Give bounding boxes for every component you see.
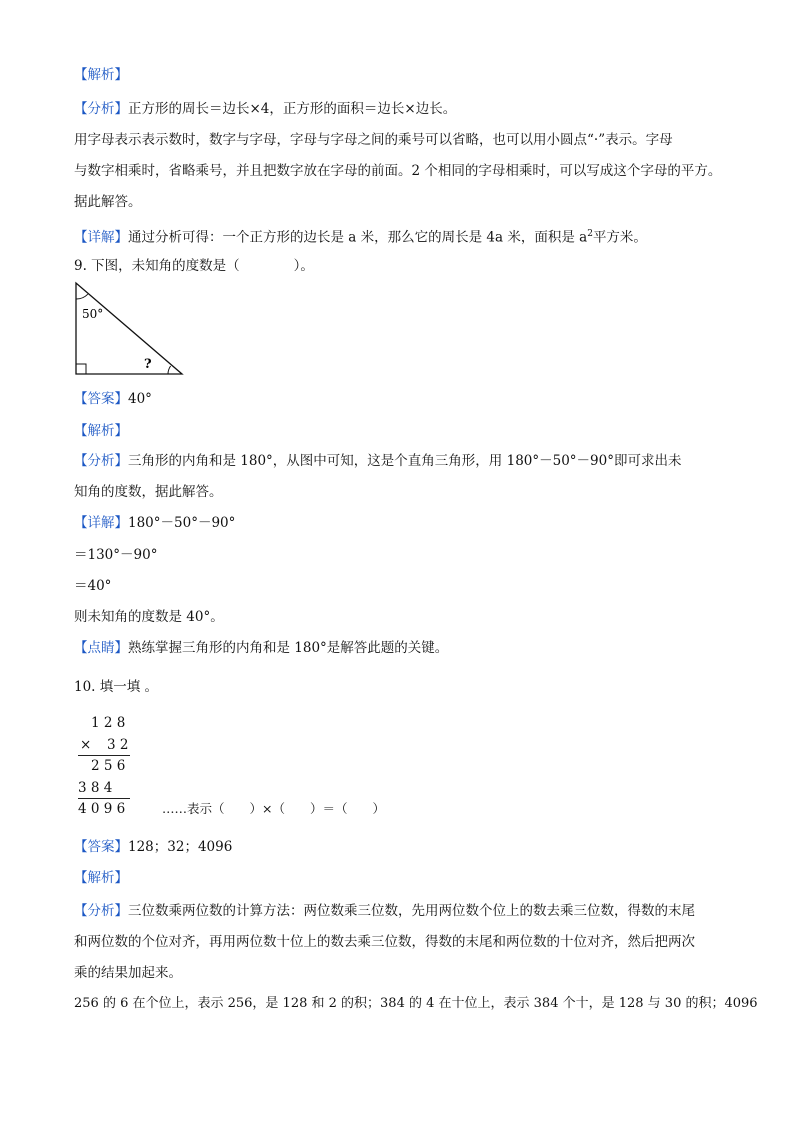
question-9: 9. 下图，未知角的度数是（ ）。 bbox=[74, 258, 314, 274]
answer-text-9: 40° bbox=[128, 391, 152, 407]
fenxi-8 bbox=[74, 100, 456, 118]
fenxi-tag-8: 【分析】 bbox=[74, 101, 128, 117]
xiangjie-8 bbox=[74, 225, 647, 247]
triangle-outline bbox=[76, 283, 182, 374]
mult-row-4: 3 8 4 bbox=[78, 780, 113, 796]
step-3: ＝40° bbox=[74, 578, 112, 594]
jiexi-tag-9: 【解析】 bbox=[74, 423, 128, 439]
question-10: 10. 填一填 。 bbox=[74, 679, 159, 695]
paragraph-line: 与数字相乘时，省略乘号，并且把数字放在字母的前面。2 个相同的字母相乘时，可以写成这个字母的平方。 bbox=[74, 163, 722, 179]
fenxi-9 bbox=[74, 452, 681, 470]
paragraph-line: 知角的度数，据此解答。 bbox=[74, 484, 223, 500]
angle-label-50: 50° bbox=[82, 307, 104, 321]
fill-blank-text: ……表示（ ）×（ ）＝（ ） bbox=[162, 801, 385, 816]
jiexi-tag-10: 【解析】 bbox=[74, 870, 128, 886]
fenxi-tag-9: 【分析】 bbox=[74, 453, 128, 469]
unknown-angle-label: ? bbox=[144, 357, 152, 372]
mult-row-1: 1 2 8 bbox=[91, 715, 126, 731]
top-angle-arc bbox=[76, 294, 88, 299]
step-2: ＝130°－90° bbox=[74, 547, 158, 563]
paragraph-line: 据此解答。 bbox=[74, 194, 142, 210]
answer-9 bbox=[74, 390, 152, 408]
xiangjie-tag-8: 【详解】 bbox=[74, 229, 128, 246]
paragraph-line: 用字母表示表示数时，数字与字母，字母与字母之间的乘号可以省略，也可以用小圆点“·”表示。字母 bbox=[74, 132, 673, 148]
mult-rule-2 bbox=[78, 798, 130, 799]
fenxi-10 bbox=[74, 902, 695, 920]
paragraph-line: 乘的结果加起来。 bbox=[74, 965, 182, 981]
conclusion-9: 则未知角的度数是 40°。 bbox=[74, 609, 224, 625]
answer-text-10: 128；32；4096 bbox=[128, 839, 233, 855]
fenxi-text-10: 三位数乘两位数的计算方法：两位数乘三位数，先用两位数个位上的数去乘三位数，得数的末尾 bbox=[128, 903, 695, 919]
mult-rule-1 bbox=[78, 755, 130, 756]
xiangjie-tag-9: 【详解】 bbox=[74, 515, 128, 531]
superscript: 2 bbox=[587, 229, 593, 239]
paragraph-line: 256 的 6 在个位上，表示 256，是 128 和 2 的积；384 的 4 在十位上，表示 384 个十，是 128 与 30 的积；4096 bbox=[74, 996, 758, 1011]
fenxi-text-9: 三角形的内角和是 180°，从图中可知，这是个直角三角形，用 180°－50°－90°即可求出未 bbox=[128, 453, 682, 469]
right-triangle-figure bbox=[70, 280, 190, 380]
answer-tag-10: 【答案】 bbox=[74, 839, 128, 855]
fenxi-tag-10: 【分析】 bbox=[74, 903, 128, 919]
xiangjie-text-8b: 平方米。 bbox=[592, 229, 647, 246]
mult-row-5: 4 0 9 6 bbox=[78, 801, 126, 817]
dianjing-text-9: 熟练掌握三角形的内角和是 180°是解答此题的关键。 bbox=[128, 640, 449, 656]
xiangjie-text-8a: 通过分析可得：一个正方形的边长是 a 米，那么它的周长是 4a 米，面积是 a bbox=[128, 229, 588, 246]
answer-tag-9: 【答案】 bbox=[74, 391, 128, 407]
dianjing-tag-9: 【点睛】 bbox=[74, 640, 128, 656]
jiexi-tag-8: 【解析】 bbox=[74, 67, 128, 83]
paragraph-line: 和两位数的个位对齐，再用两位数十位上的数去乘三位数，得数的末尾和两位数的十位对齐，然后把两次 bbox=[74, 934, 695, 950]
dianjing-9 bbox=[74, 639, 448, 657]
answer-10 bbox=[74, 838, 232, 856]
xiangjie-9 bbox=[74, 514, 235, 532]
step-1: 180°－50°－90° bbox=[128, 515, 236, 531]
mult-row-2: 3 2 bbox=[107, 737, 129, 753]
bottom-angle-arc bbox=[168, 366, 171, 374]
fenxi-text-8: 正方形的周长＝边长×4，正方形的面积＝边长×边长。 bbox=[128, 101, 457, 117]
right-angle-mark bbox=[76, 364, 86, 374]
mult-row-3: 2 5 6 bbox=[91, 758, 126, 774]
mult-sign: × bbox=[80, 737, 92, 753]
